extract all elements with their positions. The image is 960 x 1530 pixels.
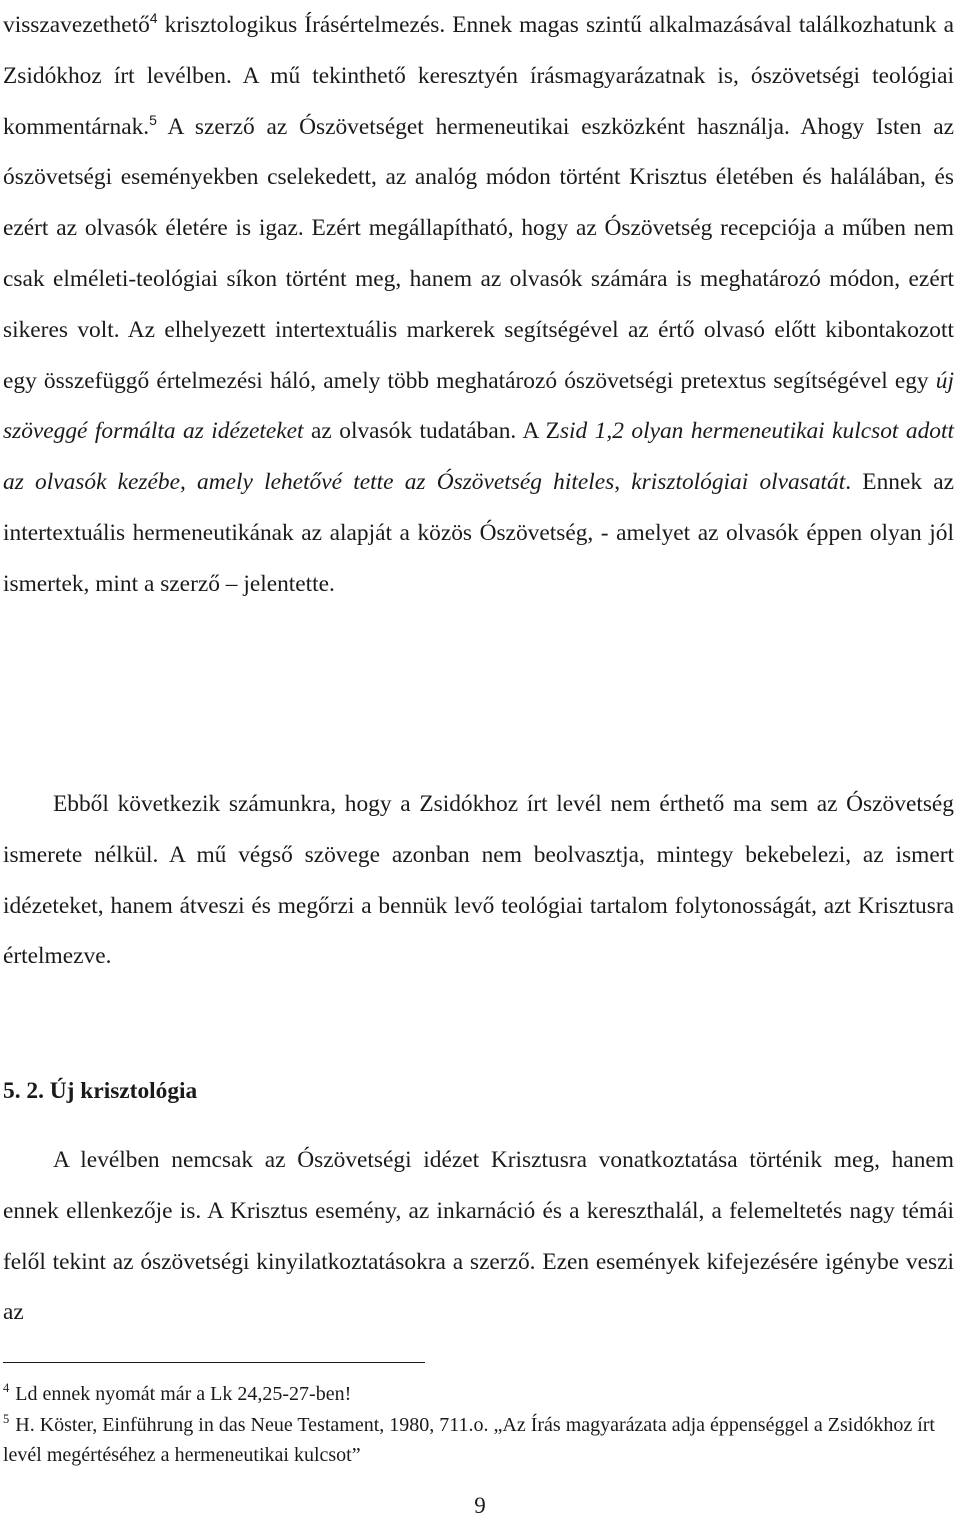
body-paragraph-2: Ebből következik számunkra, hogy a Zsidókhoz írt levél nem érthető ma sem az Ószövetség ismerete nélkül. A mű végső szövege azonban nem beolvasztja, mintegy bekebelezi, az ismert idézeteket, hanem átveszi és megőrzi a bennük levő teológiai tartalom folytonosságát, azt Krisztusra értelmezve. [3,791,954,970]
body-paragraph-3: A levélben nemcsak az Ószövetségi idézet Krisztusra vonatkoztatása történik meg, hanem ennek ellenkezője is. A Krisztus esemény, az inkarnáció és a kereszthalál, a felemeltetés nagy témái felől tekint az ószövetségi kinyilatkoztatásokra a szerző. Ezen események kifejezésére igénybe veszi az [3,1147,954,1326]
footnote-mark: 4 [3,1381,10,1395]
paragraph-text: az olvasók tudatában. A Z [303,418,560,445]
footnote-separator [3,1362,425,1363]
footnote-mark: 5 [3,1411,10,1426]
page-number: 9 [474,1493,486,1518]
paragraph-text: . Ennek az intertextuális hermeneutikának az alapját a közös Ószövetség, - amelyet az olvasók éppen olyan jól ismertek, mint a szerző – jelentette. [3,469,955,597]
footnote-reference-4[interactable]: 4 [149,10,158,26]
italic-text: krisztológiai olvasatát [631,469,846,496]
body-paragraph-1 [3,0,954,610]
footnote-4 [3,1379,954,1410]
italic-text: sid 1,2 olyan hermeneutikai kulcsot adott az olvasók kezébe, amely lehetővé tette az Ószövetség hiteles [3,418,954,496]
footnote-reference-5[interactable]: 5 [149,111,157,128]
paragraph-text: A szerző az Ószövetséget hermeneutikai eszközként használja. Ahogy Isten az ószövetségi eseményekben cselekedett, az analóg módon történt Krisztus életében és halálában, és ezért az olvasók életére is igaz. Ezért megállapítható, hogy az Ószövetség recepciója a műben nem csak elméleti-teológiai síkon történt meg, hanem az olvasók számára is meghatározó módon, ezért sikeres volt. Az elhelyezett intertextuális markerek segítségével az értő olvasó előtt kibontakozott egy összefüggő értelmezési háló, amely több meghatározó ószövetségi pretextus segítségével egy [3,113,954,394]
footnote-text: H. Köster, Einführung in das Neue Testament, 1980, 711.o. „Az Írás magyarázata adja éppenséggel a Zsidókhoz írt levél megértéséhez a hermeneutikai kulcsot” [3,1413,935,1466]
footnote-text: Ld ennek nyomát már a Lk 24,25-27-ben! [15,1383,352,1405]
footnotes [3,1379,954,1471]
italic-text: új szöveggé formálta az idézeteket [3,367,954,445]
footnote-5 [3,1410,954,1471]
paragraph-text: , [614,469,632,496]
paragraph-text: visszavezethető [3,12,150,38]
paragraph-text: krisztologikus Írásértelmezés. Ennek magas szintű alkalmazásával találkozhatunk a Zsidókhoz írt levélben. A mű tekinthető keresztyén írásmagyarázatnak is, ószövetségi teológiai kommentárnak. [3,12,954,140]
section-heading: 5. 2. Új krisztológia [3,1078,198,1104]
